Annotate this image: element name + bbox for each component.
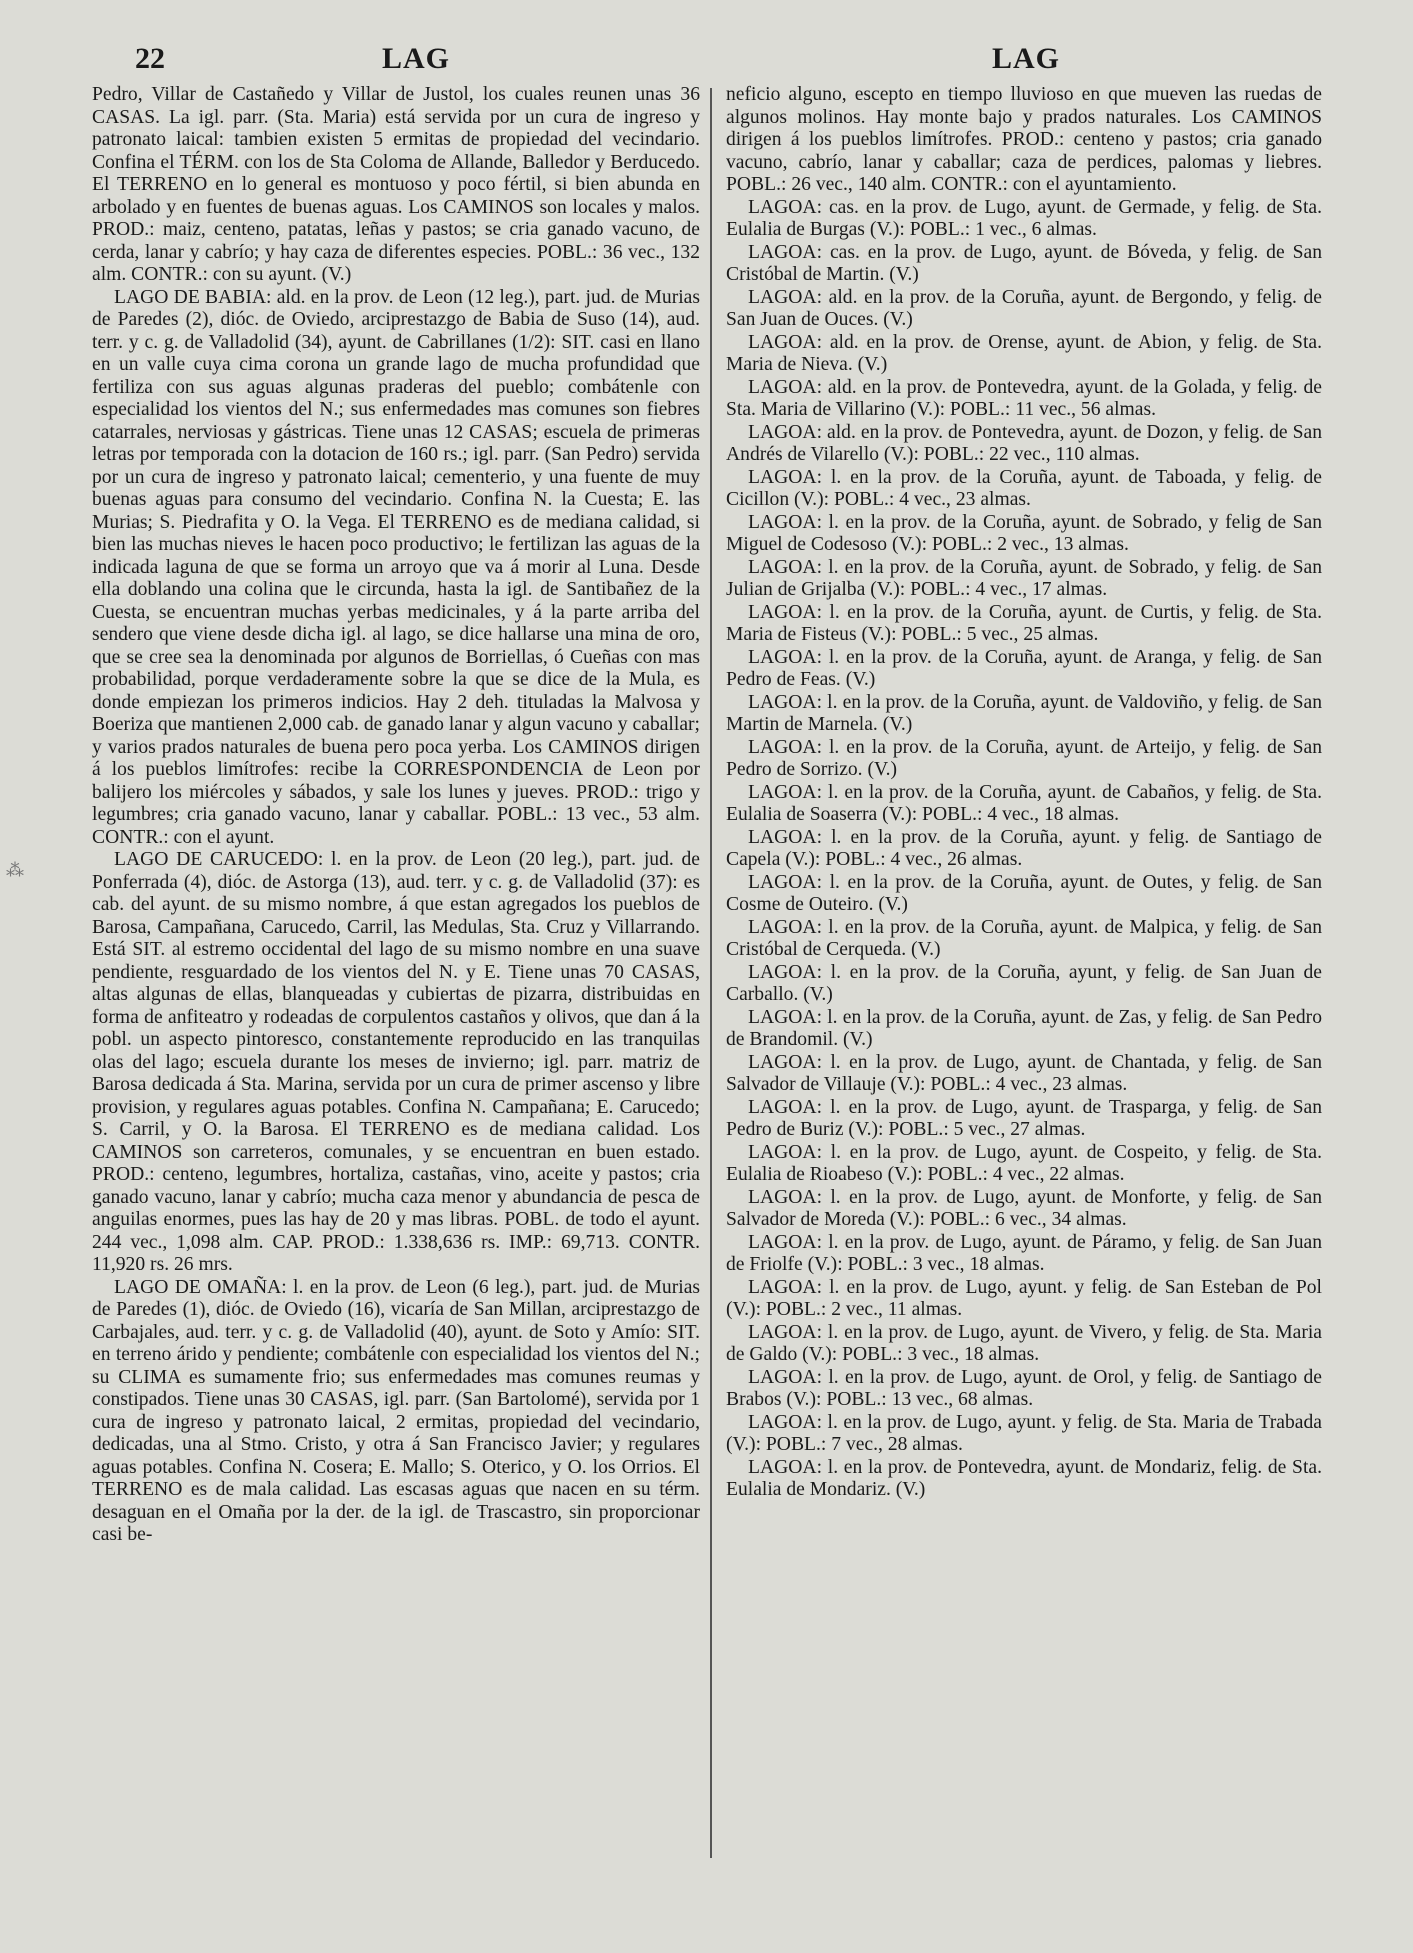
entry-text: : l. en la prov. de la Coruña, ayunt. de Valdoviño, y felig. de San Martin de Marnela. (V.) [726,691,1322,735]
dictionary-entry [726,1187,1322,1232]
entry-headword: LAGOA [748,961,817,983]
margin-stain: ⁂ [6,860,24,880]
entry-text: : ald. en la prov. de Pontevedra, ayunt. de Dozon, y felig. de San Andrés de Vilarello (V.): POBL.: 22 vec., 110 almas. [726,421,1322,465]
dictionary-entry [726,872,1322,917]
entry-text: : l. en la prov. de la Coruña, ayunt. y felig. de Santiago de Capela (V.): POBL.: 4 vec., 26 almas. [726,826,1322,870]
left-column [92,84,700,1547]
entry-headword: LAGOA [748,916,817,938]
running-head-left: LAG [382,42,451,75]
entry-headword: LAGOA [748,691,817,713]
column-divider [710,88,712,1858]
entry-headword: LAGOA [748,376,817,398]
dictionary-entry [726,1142,1322,1187]
entry-text: : l. en la prov. de la Coruña, ayunt. de Curtis, y felig. de Sta. Maria de Fisteus (V.): POBL.: 5 vec., 25 almas. [726,601,1322,645]
entry-text: : l. en la prov. de Lugo, ayunt. de Trasparga, y felig. de San Pedro de Buriz (V.): POBL.: 5 vec., 27 almas. [726,1096,1322,1140]
entry-text: : l. en la prov. de Lugo, ayunt. de Orol, y felig. de Santiago de Brabos (V.): POBL.: 13 vec., 68 almas. [726,1366,1322,1410]
entry-text: : ald. en la prov. de la Coruña, ayunt. de Bergondo, y felig. de San Juan de Ouces. (V.) [726,286,1322,330]
entry-text: : l. en la prov. de la Coruña, ayunt. de Arteijo, y felig. de San Pedro de Sorrizo. (V.) [726,736,1322,780]
entry-headword: LAGOA [748,1186,817,1208]
entry-headword: LAGOA [748,331,817,353]
entry-headword: LAGOA [748,1456,817,1478]
entry-text: : ald. en la prov. de Orense, ayunt. de Abion, y felig. de Sta. Maria de Nieva. (V.) [726,331,1322,375]
dictionary-entry [726,1457,1322,1502]
entry-text: : l. en la prov. de Leon (20 leg.), part. jud. de Ponferrada (4), dióc. de Astorga (13), aud. terr. y c. g. de Valladolid (37): es cab. del ayunt. de su mismo nombre, á que estan agregados los pueblos de Barosa, Campañana, Carucedo, Carril, las Medulas, Sta. Cruz y Villarrando. Está SIT. al estremo occidental del lago de su mismo nombre en una suave pendiente, resguardado de los vientos del N. y E. Tiene unas 70 CASAS, altas algunas de ellas, blanqueadas y cubiertas de pizarra, distribuidas en forma de anfiteatro y rodeadas de corpulentos castaños y olivos, que dan á la pobl. un aspecto pintoresco, constantemente reproducido en las tranquilas olas del lago; escuela durante los meses de invierno; igl. parr. matriz de Barosa dedicada á Sta. Marina, servida por un cura de primer ascenso y libre provision, y regulares aguas potables. Confina N. Campañana; E. Carucedo; S. Carril, y O. la Barosa. El TERRENO es de mediana calidad. Los CAMINOS son carreteros, comunales, y se encuentran en buen estado. PROD.: centeno, legumbres, hortaliza, castañas, vino, aceite y pastos; cria ganado vacuno, lanar y cabrío; mucha caza menor y abundancia de pesca de anguilas enormes, pues las hay de 20 y mas libras. POBL. de todo el ayunt. 244 vec., 1,098 alm. CAP. PROD.: 1.338,636 rs. IMP.: 69,713. CONTR. 11,920 rs. 26 mrs. [92,849,701,1275]
dictionary-entry [726,422,1322,467]
entry-headword: LAGOA [748,241,817,263]
entry-headword: LAGOA [748,1051,817,1073]
dictionary-entry [726,737,1322,782]
entry-text: : l. en la prov. de la Coruña, ayunt, y felig. de San Juan de Carballo. (V.) [726,961,1322,1005]
entry-headword: LAGO DE BABIA [114,286,267,308]
entry-text: : l. en la prov. de Pontevedra, ayunt. de Mondariz, felig. de Sta. Eulalia de Mondariz. (V.) [726,1456,1322,1500]
dictionary-entry [726,827,1322,872]
entry-headword: LAGOA [748,1411,817,1433]
entry-text: : l. en la prov. de la Coruña, ayunt. de Sobrado, y felig de San Miguel de Codesoso (V.): POBL.: 2 vec., 13 almas. [726,511,1322,555]
dictionary-entry [726,332,1322,377]
entry-headword: LAGOA [748,1231,817,1253]
dictionary-entry [726,962,1322,1007]
dictionary-entry [92,1277,700,1547]
entry-text: Pedro, Villar de Castañedo y Villar de Justol, los cuales reunen unas 36 CASAS. La igl. parr. (Sta. Maria) está servida por un cura de ingreso y patronato laical: tambien existen 5 ermitas de propiedad del vecindario. Confina el TÉRM. con los de Sta Coloma de Allande, Balledor y Berducedo. El TERRENO en lo general es montuoso y poco fértil, si bien abunda en arbolado y en fuentes de buenas aguas. Los CAMINOS son locales y malos. PROD.: maiz, centeno, patatas, leñas y pastos; se cria ganado vacuno, de cerda, lanar y cabrío; y hay caza de diferentes especies. POBL.: 36 vec., 132 alm. CONTR.: con su ayunt. (V.) [92,84,700,285]
entry-text: : l. en la prov. de la Coruña, ayunt. de Outes, y felig. de San Cosme de Outeiro. (V.) [726,871,1322,915]
entry-text: : cas. en la prov. de Lugo, ayunt. de Bóveda, y felig. de San Cristóbal de Martin. (V.) [726,241,1322,285]
entry-headword: LAGOA [748,1141,817,1163]
dictionary-entry [726,287,1322,332]
dictionary-entry [726,1052,1322,1097]
entry-headword: LAGOA [748,601,817,623]
entry-text: : l. en la prov. de Lugo, ayunt. de Vivero, y felig. de Sta. Maria de Galdo (V.): POBL.: 3 vec., 18 almas. [726,1321,1322,1365]
entry-text: : ald. en la prov. de Leon (12 leg.), part. jud. de Murias de Paredes (2), dióc. de Oviedo, arciprestazgo de Babia de Suso (14), aud. terr. y c. g. de Valladolid (34), ayunt. de Cabrillanes (1/2): SIT. casi en llano en un valle cuya cima corona un grande lago de mucha profundidad que fertiliza con sus aguas algunas praderas del pueblo; combátenle con especialidad los vientos del N.; sus enfermedades mas comunes son fiebres catarrales, nerviosas y gástricas. Tiene unas 12 CASAS; escuela de primeras letras por temporada con la dotacion de 160 rs.; igl. parr. (San Pedro) servida por un cura de ingreso y patronato laical; cementerio, y una fuente de muy buenas aguas para consumo del vecindario. Confina N. la Cuesta; E. las Murias; S. Piedrafita y O. la Vega. El TERRENO es de mediana calidad, si bien las muchas nieves le hacen poco productivo; le fertilizan las aguas de la indicada laguna de que se forma un arroyo que va á morir al Luna. Desde ella doblando una colina que le circunda, hasta la igl. de Santibañez de la Cuesta, se encuentran muchas yerbas medicinales, y á la parte arriba del sendero que viene desde dicha igl. al lago, se dice hallarse una mina de oro, que se cree sea la denominada por algunos de Borriellas, ó Cueñas con mas probabilidad, porque verdaderamente sobre la que se dice de la Mula, es donde empiezan los primeros indicios. Hay 2 deh. tituladas la Malvosa y Boeriza que mantienen 2,000 cab. de ganado lanar y algun vacuno y caballar; y varios prados naturales de buena pero poca yerba. Los CAMINOS dirigen á los pueblos limítrofes: recibe la CORRESPONDENCIA de Leon por balijero los miércoles y sábados, y sale los lunes y jueves. PROD.: trigo y legumbres; cria ganado vacuno, lanar y caballar. POBL.: 13 vec., 53 alm. CONTR.: con el ayunt. [92,286,700,848]
entry-headword: LAGOA [748,286,817,308]
dictionary-entry [726,782,1322,827]
entry-text: : l. en la prov. de Lugo, ayunt. de Páramo, y felig. de San Juan de Friolfe (V.): POBL.: 3 vec., 18 almas. [726,1231,1322,1275]
dictionary-entry [726,1097,1322,1142]
entry-headword: LAGOA [748,1006,817,1028]
dictionary-entry [726,1367,1322,1412]
dictionary-entry [726,512,1322,557]
entry-headword: LAGOA [748,646,817,668]
entry-headword: LAGOA [748,1276,817,1298]
dictionary-entry [726,1232,1322,1277]
entry-text: : l. en la prov. de la Coruña, ayunt. de Taboada, y felig. de Cicillon (V.): POBL.: 4 vec., 23 almas. [726,466,1322,510]
entry-headword: LAGOA [748,781,817,803]
dictionary-entry [726,197,1322,242]
dictionary-entry [726,1412,1322,1457]
entry-text: : ald. en la prov. de Pontevedra, ayunt. de la Golada, y felig. de Sta. Maria de Villarino (V.): POBL.: 11 vec., 56 almas. [726,376,1322,420]
entry-headword: LAGOA [748,1096,817,1118]
entry-text: : l. en la prov. de Lugo, ayunt. y felig. de San Esteban de Pol (V.): POBL.: 2 vec., 11 almas. [726,1276,1322,1320]
entry-text: : l. en la prov. de la Coruña, ayunt. de Malpica, y felig. de San Cristóbal de Cerqueda. (V.) [726,916,1322,960]
dictionary-entry [726,602,1322,647]
entry-text: : l. en la prov. de Leon (6 leg.), part. jud. de Murias de Paredes (1), dióc. de Oviedo (16), vicaría de San Millan, arciprestazgo de Carbajales, aud. terr. y c. g. de Valladolid (40), ayunt. de Soto y Amío: SIT. en terreno árido y pendiente; combátenle con especialidad los vientos del N.; su CLIMA es sumamente frio; sus enfermedades mas comunes reumas y constipados. Tiene unas 30 CASAS, igl. parr. (San Bartolomé), servida por 1 cura de ingreso y patronato laical, 2 ermitas, propiedad del vecindario, dedicadas, una al Stmo. Cristo, y otra á San Francisco Javier; y regulares aguas potables. Confina N. Cosera; E. Mallo; S. Oterico, y O. los Orrios. El TERRENO es de mala calidad. Las escasas aguas que nacen en su térm. desaguan en el Omaña por la der. de la igl. de Trascastro, sin proporcionar casi be- [92,1276,701,1545]
entry-text: : l. en la prov. de la Coruña, ayunt. de Aranga, y felig. de San Pedro de Feas. (V.) [726,646,1322,690]
entry-headword: LAGOA [748,1321,817,1343]
dictionary-entry [92,84,700,287]
entry-headword: LAGOA [748,421,817,443]
entry-headword: LAGOA [748,736,817,758]
entry-text: : l. en la prov. de la Coruña, ayunt. de Zas, y felig. de San Pedro de Brandomil. (V.) [726,1006,1322,1050]
entry-text: : l. en la prov. de Lugo, ayunt. de Chantada, y felig. de San Salvador de Villauje (V.): POBL.: 4 vec., 23 almas. [726,1051,1322,1095]
dictionary-entry [726,377,1322,422]
entry-headword: LAGOA [748,826,817,848]
dictionary-entry [726,1007,1322,1052]
entry-text: : cas. en la prov. de Lugo, ayunt. de Germade, y felig. de Sta. Eulalia de Burgas (V.): POBL.: 1 vec., 6 almas. [726,196,1322,240]
entry-headword: LAGO DE OMAÑA [114,1276,282,1298]
entry-text: : l. en la prov. de la Coruña, ayunt. de Sobrado, y felig. de San Julian de Grijalba (V.): POBL.: 4 vec., 17 almas. [726,556,1322,600]
dictionary-entry [726,557,1322,602]
dictionary-entry [92,287,700,850]
entry-headword: LAGOA [748,556,817,578]
dictionary-entry [726,1277,1322,1322]
running-head-right: LAG [992,42,1061,75]
dictionary-entry [726,647,1322,692]
entry-text: neficio alguno, escepto en tiempo lluvioso en que mueven las ruedas de algunos molinos. Hay monte bajo y prados naturales. Los CAMINOS dirigen á los pueblos limítrofes. PROD.: centeno y pastos; cria ganado vacuno, cabrío, lanar y caballar; caza de perdices, palomas y liebres. POBL.: 26 vec., 140 alm. CONTR.: con el ayuntamiento. [726,84,1322,195]
entry-headword: LAGOA [748,196,817,218]
dictionary-entry [92,849,700,1277]
entry-headword: LAGOA [748,511,817,533]
page-number: 22 [135,42,165,75]
right-column [726,84,1322,1502]
dictionary-entry [726,84,1322,197]
entry-text: : l. en la prov. de Lugo, ayunt. de Cospeito, y felig. de Sta. Eulalia de Rioabeso (V.): POBL.: 4 vec., 22 almas. [726,1141,1322,1185]
dictionary-entry [726,917,1322,962]
dictionary-entry [726,467,1322,512]
entry-headword: LAGOA [748,871,817,893]
entry-text: : l. en la prov. de Lugo, ayunt. y felig. de Sta. Maria de Trabada (V.): POBL.: 7 vec., 28 almas. [726,1411,1322,1455]
entry-text: : l. en la prov. de la Coruña, ayunt. de Cabaños, y felig. de Sta. Eulalia de Soaserra (V.): POBL.: 4 vec., 18 almas. [726,781,1322,825]
dictionary-entry [726,1322,1322,1367]
dictionary-entry [726,692,1322,737]
entry-headword: LAGOA [748,1366,817,1388]
entry-headword: LAGOA [748,466,817,488]
entry-text: : l. en la prov. de Lugo, ayunt. de Monforte, y felig. de San Salvador de Moreda (V.): POBL.: 6 vec., 34 almas. [726,1186,1322,1230]
page-header [0,42,1413,82]
entry-headword: LAGO DE CARUCEDO [114,849,318,870]
dictionary-entry [726,242,1322,287]
